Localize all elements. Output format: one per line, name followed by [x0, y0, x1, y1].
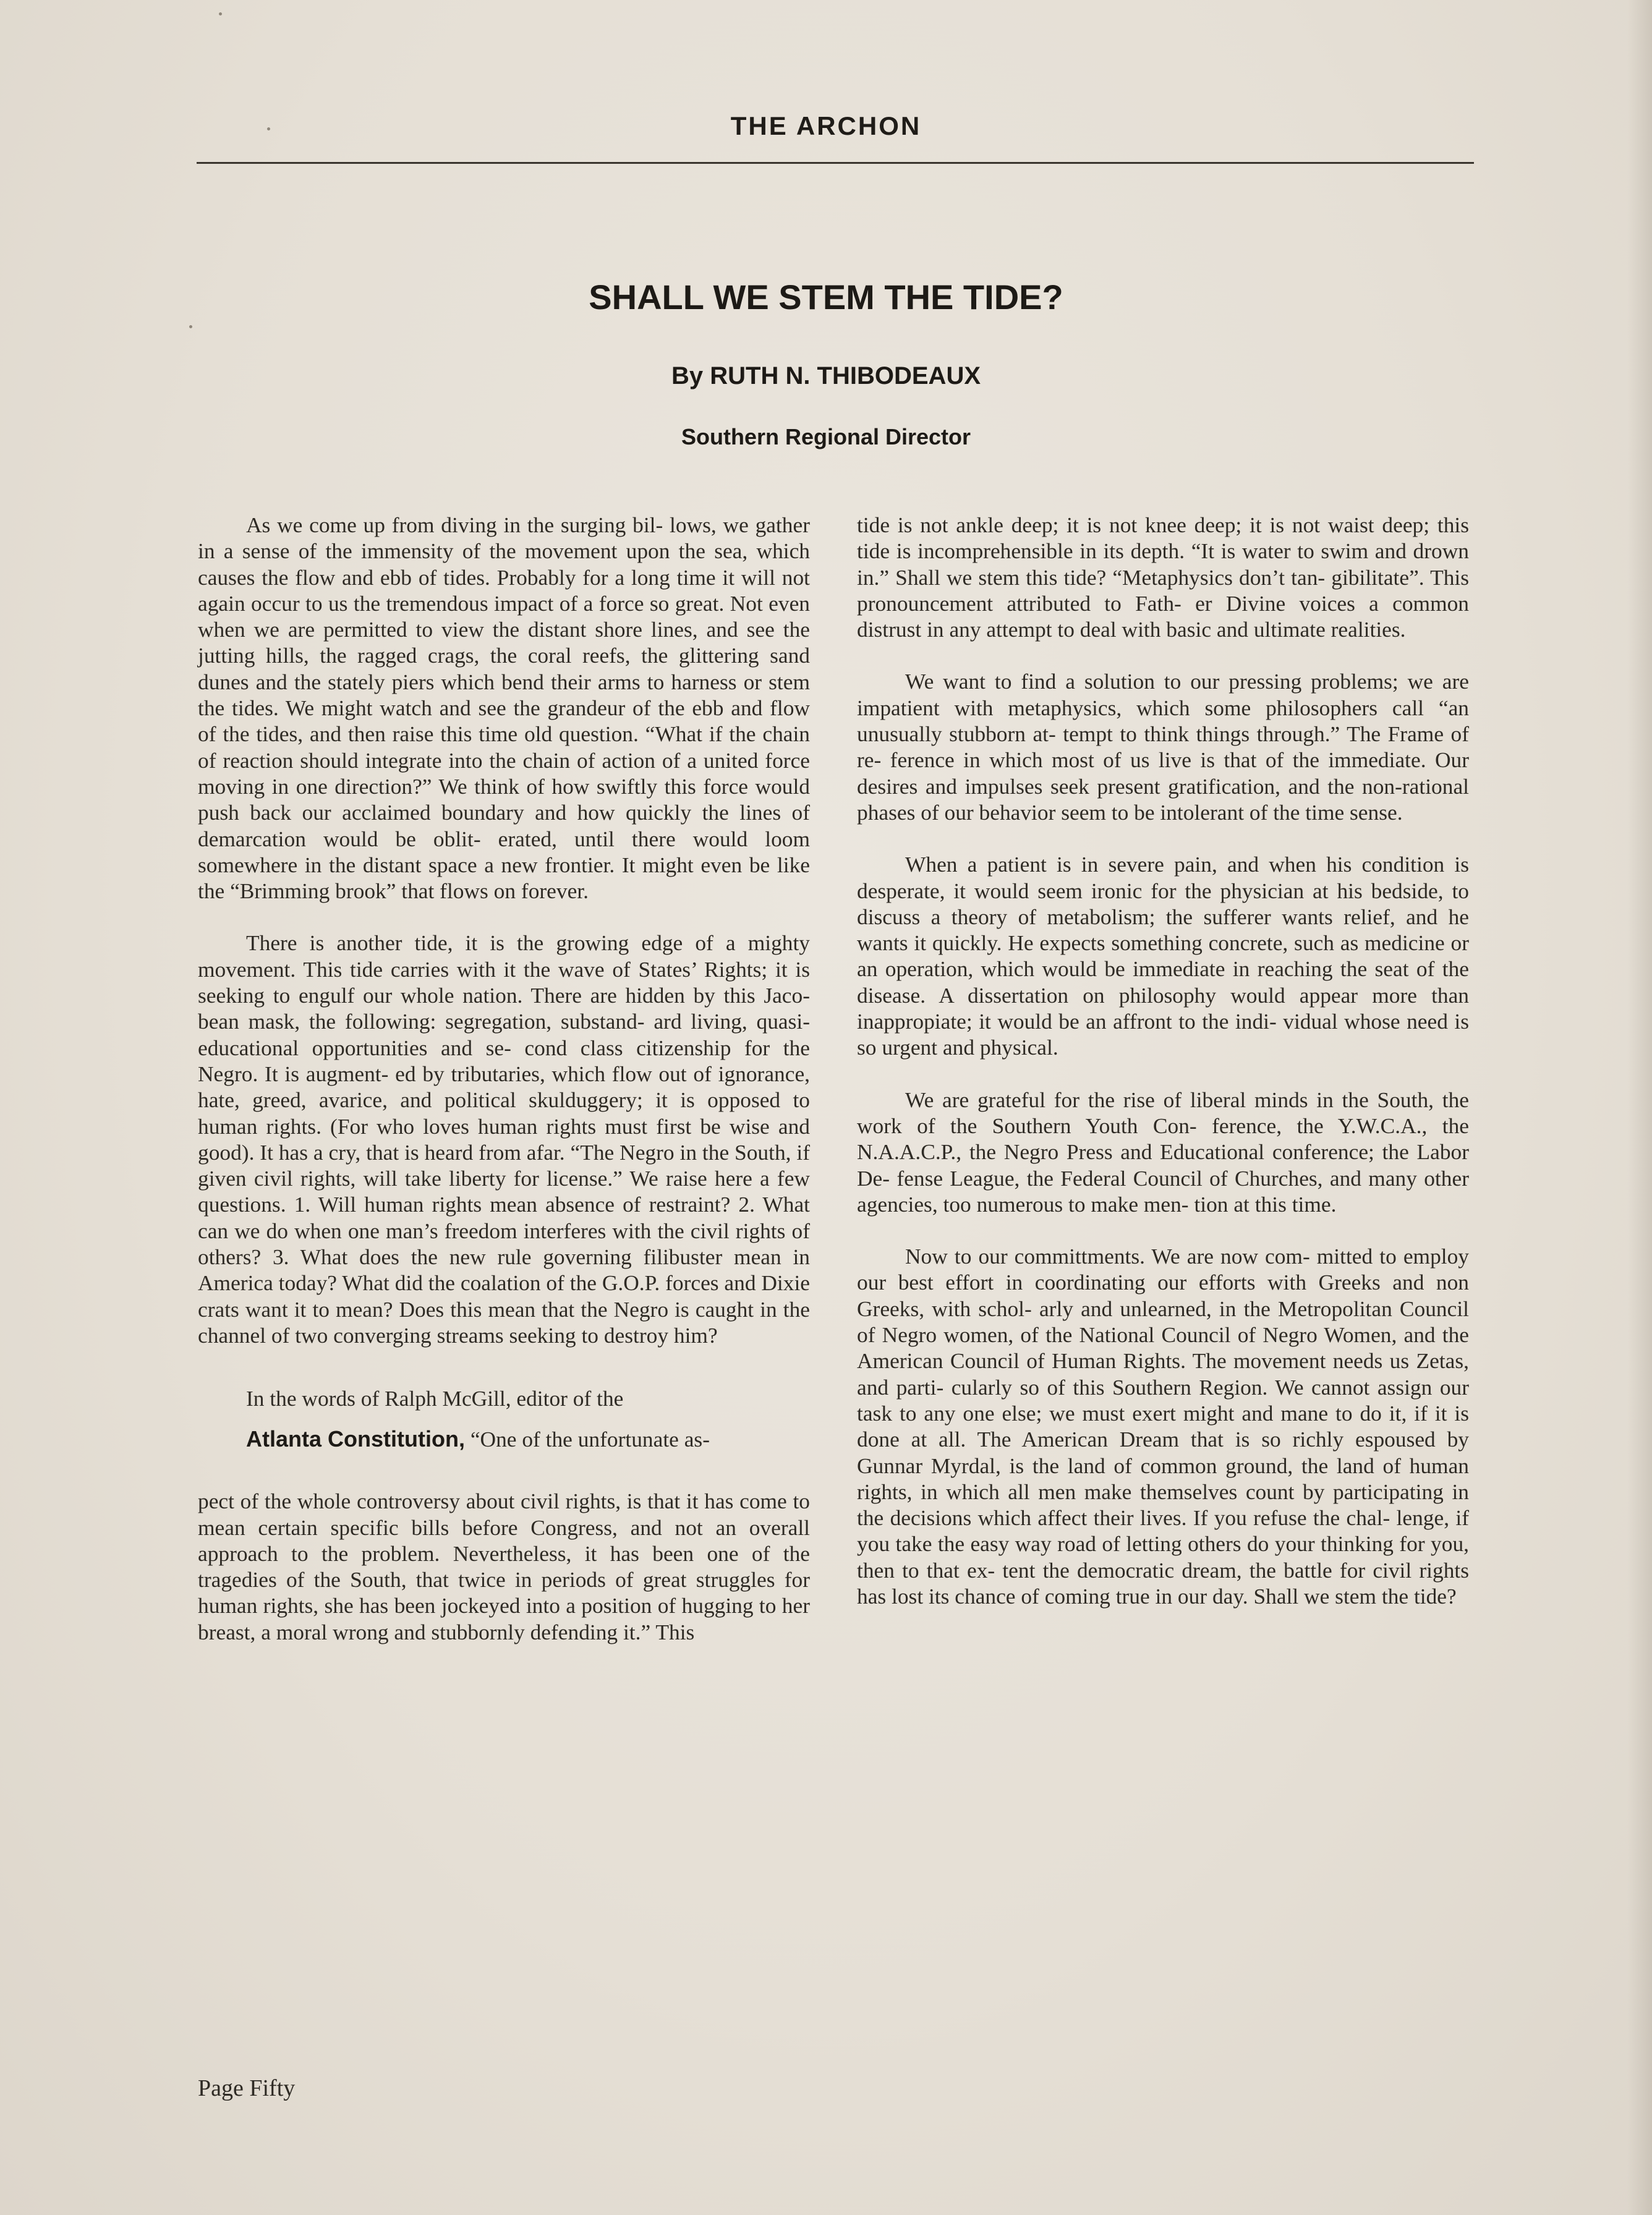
paragraph: tide is not ankle deep; it is not knee deep; it is not waist deep; this tide is incomprehensible in its depth. “It is water to swim and drown in.” Shall we stem this tide? “Metaphysics don’t tan- gibilitate”. This pronouncement attributed to Fath- er Divine voices a common distrust in any attempt to deal with basic and ultimate realities. [857, 512, 1469, 642]
left-column [198, 512, 810, 1671]
paragraph: There is another tide, it is the growing edge of a mighty movement. This tide carries with it the wave of States’ Rights; it is seeking to engulf our whole nation. There are hidden by this Jaco- bean mask, the following: segregation, substand- ard living, quasi-educational opportunities and se- cond class citizenship for the Negro. It is augment- ed by tributaries, which flow out of ignorance, hate, greed, avarice, and political skulduggery; it is opposed to human rights. (For who loves human rights must first be wise and good). It has a cry, that is heard from afar. “The Negro in the South, if given civil rights, will take liberty for license.” We raise here a few questions. 1. Will human rights mean absence of restraint? 2. What can we do when one man’s freedom interferes with the civil rights of others? 3. What does the new rule governing filibuster mean in America today? What did the coalation of the G.O.P. forces and Dixie crats want it to mean? Does this mean that the Negro is caught in the channel of two converging streams seeking to destroy him? [198, 930, 810, 1348]
paragraph-mcgill-line [198, 1416, 810, 1462]
paragraph: pect of the whole controversy about civil rights, is that it has come to mean certain specific bills before Congress, and not an overall approach to the problem. Nevertheless, it has been one of the tragedies of the South, that twice in periods of great struggles for human rights, she has been jockeyed into a position of hugging to her breast, a moral wrong and stubbornly defending it.” This [198, 1489, 810, 1644]
quote-start: “One of the unfortunate as- [470, 1427, 710, 1452]
article-title: SHALL WE STEM THE TIDE? [589, 278, 1063, 317]
paragraph: Now to our committments. We are now com- mitted to employ our best effort in coordinating our efforts with Greeks and non Greeks, with schol- arly and unlearned, in the Metropolitan Council of Negro women, of the National Council of Negro Women, and the American Council of Human Rights. The movement needs us Zetas, and parti- cularly so of this Southern Region. We cannot assign our task to any one else; we must exert might and mane to do it, if it is done at all. The American Dream that is so richly espoused by Gunnar Myrdal, is the land of common ground, the land of human rights, in which all men make themselves count by participating in the decisions which affect their lives. If you refuse the chal- lenge, if you take the easy way road of letting others do your thinking for you, then to that ex- tent the democratic dream, the battle for civil rights has lost its chance of coming true in our day. Shall we stem the tide? [857, 1244, 1469, 1609]
paragraph-mcgill-intro: In the words of Ralph McGill, editor of the [246, 1386, 624, 1411]
page-number: Page Fifty [198, 2075, 296, 2101]
byline: By RUTH N. THIBODEAUX [671, 362, 981, 389]
paragraph: We want to find a solution to our pressing problems; we are impatient with metaphysics, which some philosophers call “an unusually stubborn at- tempt to think things through.” The Frame of re- ference in which most of us live is that of the immediate. Our desires and impulses seek present gratification, and the non-rational phases of our behavior seem to be intolerant of the time sense. [857, 669, 1469, 825]
header-rule [197, 162, 1474, 164]
publication-name: Atlanta Constitution, [246, 1426, 465, 1452]
paper-speck [189, 325, 192, 328]
paragraph: As we come up from diving in the surging bil- lows, we gather in a sense of the immensity of the movement upon the sea, which causes the flow and ebb of tides. Probably for a long time it will not again occur to us the tremendous impact of a force so great. Not even when we are permitted to view the distant shore lines, and see the jutting hills, the ragged crags, the coral reefs, the glittering sand dunes and the stately piers which bend their arms to harness or stem the tides. We might watch and see the grandeur of the ebb and flow of the tides, and then raise this time old question. “What if the chain of reaction should integrate into the chain of action of a united force moving in one direction?” We think of how swiftly this force would push back our acclaimed boundary and how quickly the lines of demarcation would be oblit- erated, until there would loom somewhere in the distant space a new frontier. It might even be like the “Brimming brook” that flows on forever. [198, 512, 810, 904]
paper-speck [219, 12, 222, 15]
right-column [857, 512, 1469, 1635]
paragraph: When a patient is in severe pain, and when his condition is desperate, it would seem ironic for the physician at his bedside, to discuss a theory of metabolism; the sufferer wants relief, and he wants it quickly. He expects something concrete, such as medicine or an operation, which would be immediate in reaching the seat of the disease. A dissertation on philosophy would appear more than inappropiate; it would be an affront to the indi- vidual whose need is so urgent and physical. [857, 852, 1469, 1060]
paragraph: We are grateful for the rise of liberal minds in the South, the work of the Southern Youth Con- ference, the Y.W.C.A., the N.A.A.C.P., the Negro Press and Educational conference; the Labor De- fense League, the Federal Council of Churches, and many other agencies, too numerous to make men- tion at this time. [857, 1087, 1469, 1217]
running-head: THE ARCHON [730, 111, 922, 140]
author-role: Southern Regional Director [681, 424, 971, 449]
page-edge-shadow [1627, 0, 1652, 2215]
